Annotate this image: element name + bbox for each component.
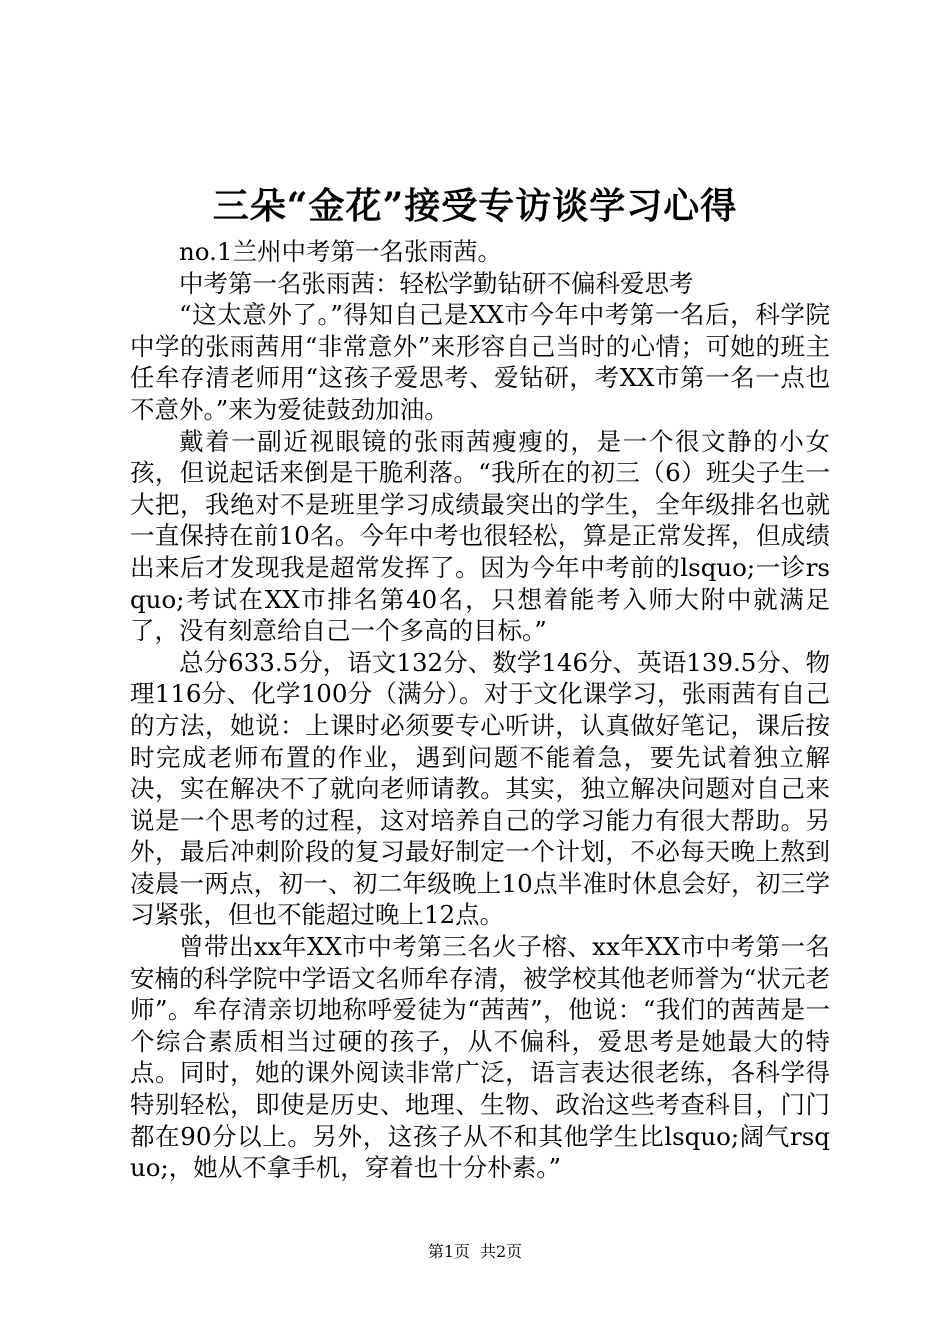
- paragraph: 总分633.5分，语文132分、数学146分、英语139.5分、物理116分、化学100分（满分）。对于文化课学习，张雨茜有自己的方法，她说：上课时必须要专心听讲，认真做好笔记，课后按时完成老师布置的作业，遇到问题不能着急，要先试着独立解决，实在解决不了就向老师请教。其实，独立解决问题对自己来说是一个思考的过程，这对培养自己的学习能力有很大帮助。另外，最后冲刺阶段的复习最好制定一个计划，不必每天晚上熬到凌晨一两点，初一、初二年级晚上10点半准时休息会好，初三学习紧张，但也不能超过晚上12点。: [130, 647, 830, 930]
- paragraph: 中考第一名张雨茜：轻松学勤钻研不偏科爱思考: [179, 268, 694, 298]
- paragraph: “这太意外了。”得知自己是XX市今年中考第一名后，科学院中学的张雨茜用“非常意外”来形容自己当时的心情；可她的班主任牟存清老师用“这孩子爱思考、爱钻研，考XX市第一名一点也不意外。”来为爱徒鼓劲加油。: [130, 300, 830, 424]
- paragraph: no.1兰州中考第一名张雨茜。: [179, 237, 502, 266]
- paragraph: 戴着一副近视眼镜的张雨茜瘦瘦的，是一个很文静的小女孩，但说起话来倒是干脆利落。“我所在的初三（6）班尖子生一大把，我绝对不是班里学习成绩最突出的学生，全年级排名也就一直保持在前10名。今年中考也很轻松，算是正常发挥，但成绩出来后才发现我是超常发挥了。因为今年中考前的lsquo;一诊rsquo;考试在XX市排名第40名，只想着能考入师大附中就满足了，没有刻意给自己一个多高的目标。”: [130, 426, 830, 646]
- page-footer: [0, 1242, 950, 1262]
- document-body: [130, 236, 830, 1184]
- page-number: 第1页: [427, 1242, 470, 1261]
- page-total: 共2页: [480, 1242, 523, 1261]
- paragraph: 曾带出xx年XX市中考第三名火子榕、xx年XX市中考第一名安楠的科学院中学语文名师牟存清，被学校其他老师誉为“状元老师”。牟存清亲切地称呼爱徒为“茜茜”，他说：“我们的茜茜是一个综合素质相当过硬的孩子，从不偏科，爱思考是她最大的特点。同时，她的课外阅读非常广泛，语言表达很老练，各科学得特别轻松，即使是历史、地理、生物、政治这些考查科目，门门都在90分以上。另外，这孩子从不和其他学生比lsquo;阔气rsquo;，她从不拿手机，穿着也十分朴素。”: [130, 932, 830, 1183]
- document-title: 三朵“金花”接受专访谈学习心得: [212, 185, 738, 227]
